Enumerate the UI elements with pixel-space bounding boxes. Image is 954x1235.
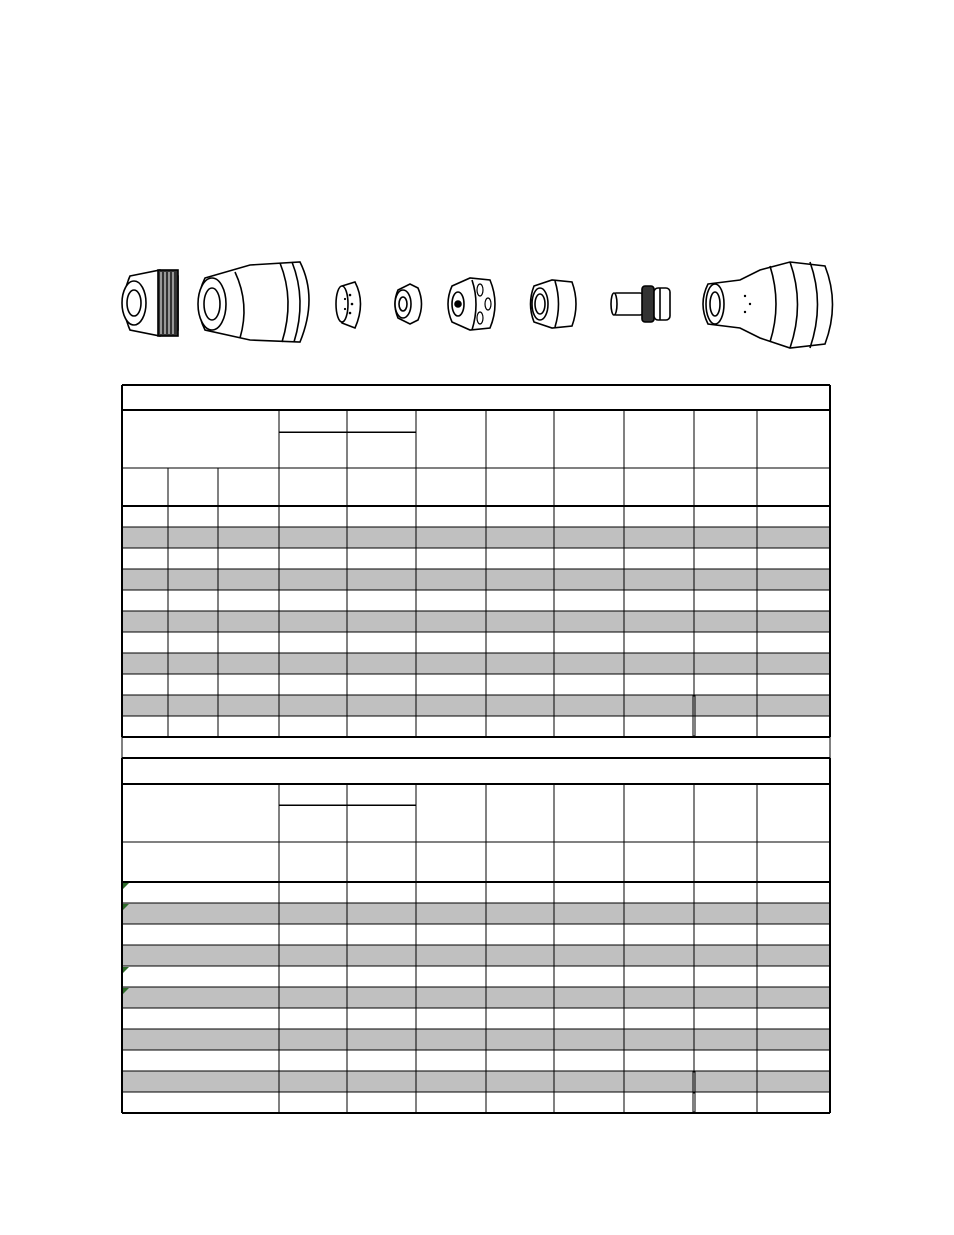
table-bottom-shading xyxy=(122,903,830,1092)
table-row-shaded xyxy=(122,945,830,966)
table-row-shaded xyxy=(122,569,830,590)
merged-cell-cover xyxy=(693,696,695,716)
table-row-shaded xyxy=(122,653,830,674)
table-row-shaded xyxy=(122,527,830,548)
merged-cell-cover xyxy=(693,1093,695,1112)
table-row-shaded xyxy=(122,1029,830,1050)
row-marker-flag xyxy=(123,967,129,973)
row-markers xyxy=(123,883,129,994)
table-row-shaded xyxy=(122,903,830,924)
table-row-shaded xyxy=(122,695,830,716)
table-row-shaded xyxy=(122,987,830,1008)
merged-cell-cover xyxy=(693,1072,695,1092)
table-row-shaded xyxy=(122,1071,830,1092)
table-row-shaded xyxy=(122,611,830,632)
row-marker-flag xyxy=(123,883,129,889)
table-top-shading xyxy=(122,527,830,716)
